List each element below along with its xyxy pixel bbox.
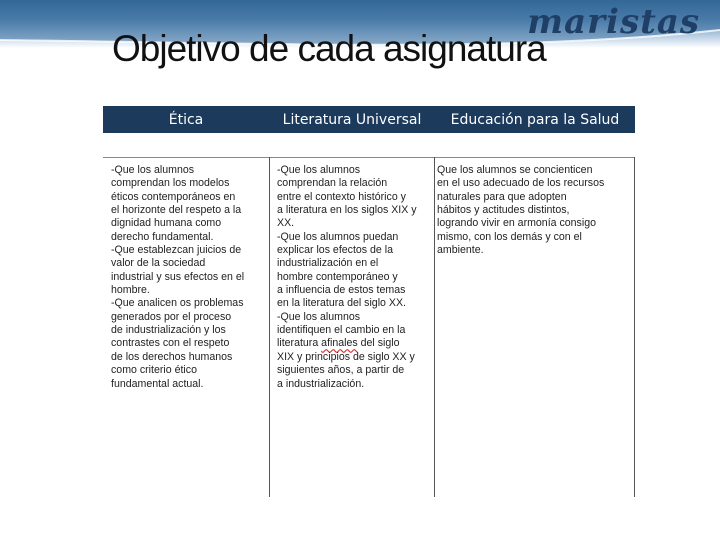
spellcheck-word: afinales <box>321 337 358 350</box>
text-fragment: literatura <box>277 337 319 350</box>
text-line: en la literatura del siglo XX. <box>277 297 406 310</box>
text-line: -Que los alumnos puedan <box>277 230 399 243</box>
text-line: a literatura en los siglos XIX y <box>277 204 417 217</box>
text-line <box>277 337 432 350</box>
text-line: -Que los alumnos <box>277 310 361 323</box>
text-line: entre el contexto histórico y <box>277 190 406 203</box>
text-line: el horizonte del respeto a la <box>111 204 242 217</box>
text-line: comprendan los modelos <box>111 177 230 190</box>
cell-etica <box>111 164 267 391</box>
table-top-rule <box>103 157 635 158</box>
text-line: ambiente. <box>437 244 484 257</box>
text-line: comprendan la relación <box>277 177 388 190</box>
table-header-row <box>103 106 635 133</box>
text-line: a influencia de estos temas <box>277 284 406 297</box>
text-line: contrastes con el respeto <box>111 337 230 350</box>
header-literatura-universal: Literatura Universal <box>282 111 422 128</box>
text-line: como criterio ético <box>111 364 197 377</box>
text-line: XX. <box>277 217 295 230</box>
text-line: de industrialización y los <box>111 324 226 337</box>
text-line: hombre. <box>111 284 150 297</box>
header-etica: Ética <box>168 111 204 128</box>
text-line: siguientes años, a partir de <box>277 364 405 377</box>
column-divider <box>634 157 635 497</box>
text-line: de los derechos humanos <box>111 350 233 363</box>
text-line: identifiquen el cambio en la <box>277 324 406 337</box>
text-line: dignidad humana como <box>111 217 222 230</box>
maristas-logo: maristas <box>527 2 700 42</box>
text-line: éticos contemporáneos en <box>111 190 236 203</box>
text-line: explicar los efectos de la <box>277 244 394 257</box>
text-line: industrialización en el <box>277 257 379 270</box>
column-divider <box>434 157 435 497</box>
text-line: hombre contemporáneo y <box>277 270 398 283</box>
text-line: naturales para que adopten <box>437 190 567 203</box>
header-educacion-salud: Educación para la Salud <box>450 111 620 128</box>
text-line: -Que los alumnos <box>111 164 195 176</box>
text-line: -Que analicen os problemas <box>111 297 244 310</box>
text-line: industrial y sus efectos en el <box>111 270 245 283</box>
text-line: fundamental actual. <box>111 377 204 390</box>
text-line: -Que los alumnos <box>277 164 361 176</box>
cell-educacion-salud <box>437 164 632 257</box>
text-line: logrando vivir en armonía consigo <box>437 217 596 230</box>
text-line: derecho fundamental. <box>111 230 214 243</box>
table-body <box>103 157 635 497</box>
text-line: -Que establezcan juicios de <box>111 244 242 257</box>
text-line: generados por el proceso <box>111 310 232 323</box>
text-line: mismo, con los demás y con el <box>437 230 582 243</box>
column-divider <box>269 157 270 497</box>
text-line: valor de la sociedad <box>111 257 206 270</box>
text-line: XIX y principios de siglo XX y <box>277 350 415 363</box>
page-title: Objetivo de cada asignatura <box>112 28 546 69</box>
text-line: a industrialización. <box>277 377 365 390</box>
cell-literatura <box>277 164 432 391</box>
text-line: en el uso adecuado de los recursos <box>437 177 605 190</box>
text-fragment: del siglo <box>360 337 400 350</box>
text-line: Que los alumnos se concienticen <box>437 164 593 176</box>
text-line: hábitos y actitudes distintos, <box>437 204 570 217</box>
